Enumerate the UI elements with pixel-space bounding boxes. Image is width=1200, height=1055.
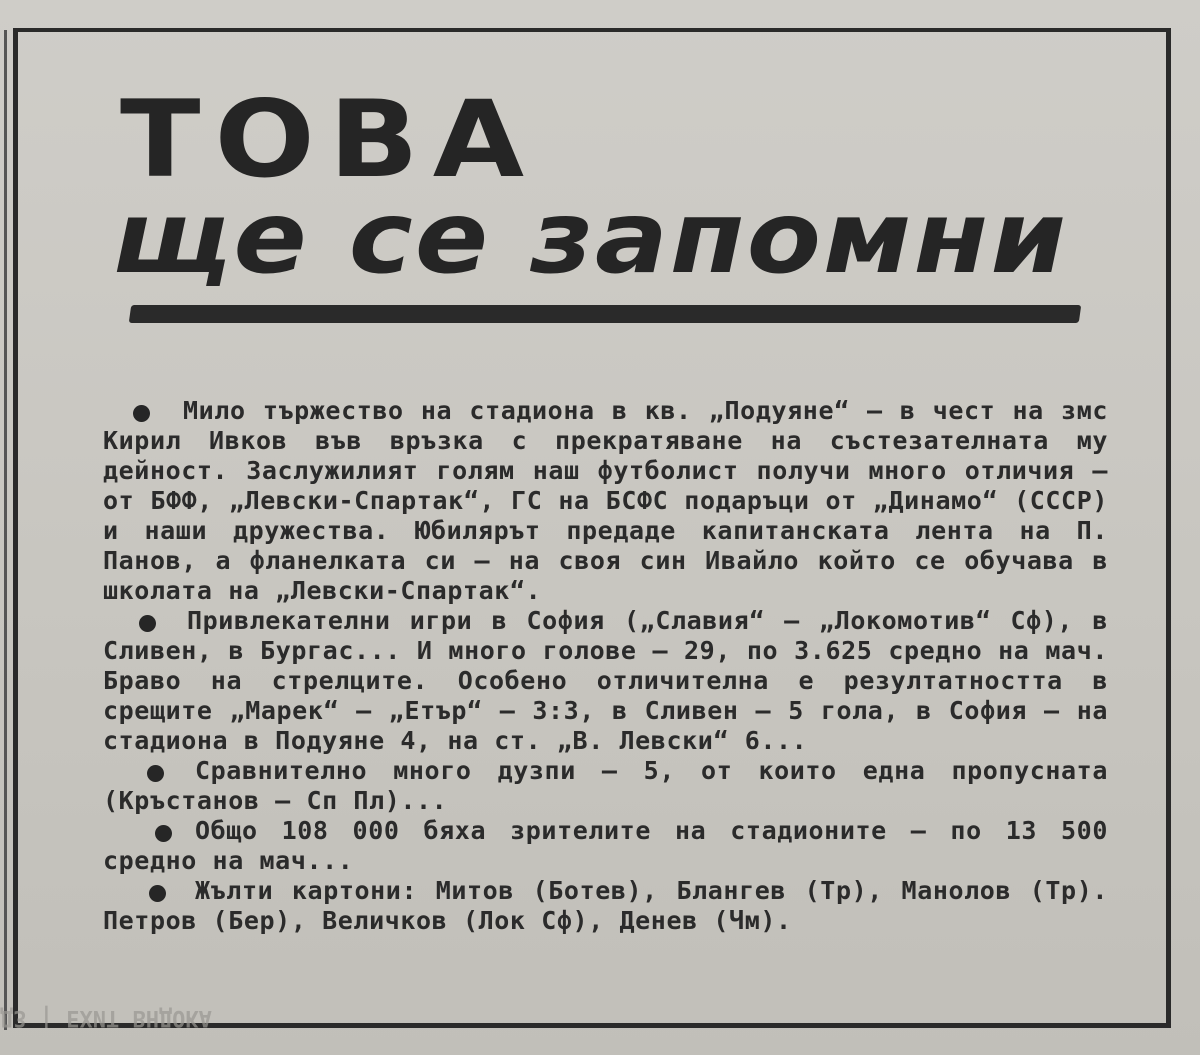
bullet-icon [155, 825, 172, 842]
bullet-icon [139, 615, 156, 632]
bullet-icon [133, 405, 150, 422]
headline-line-2: ще се запомни [112, 179, 1069, 296]
paragraph [103, 756, 1108, 816]
article-body [103, 396, 1108, 936]
paragraph-text: Мило тържество на стадиона в кв. „Подуяне“ — в чест на змс Кирил Ивков във връзка с прекратяване на състезателната му дейност. Заслужилият голям наш футболист получи много отличия — от БФФ, „Левски-Спартак“, ГС на БСФС подаръци от „Динамо“ (СССР) и наши дружества. Юбилярът предаде капитанската лента на П. Панов, а фланелката си — на своя син Ивайло който се обучава в школата на „Левски-Спартак“. [103, 396, 1108, 605]
frame-shadow [4, 30, 7, 1030]
paragraph [103, 396, 1108, 606]
headline-line-1: ТОВА [120, 77, 539, 202]
paragraph [103, 816, 1108, 876]
bullet-icon [149, 885, 166, 902]
paragraph-text: Сравнително много дузпи — 5, от които една пропусната (Кръстанов — Сп Пл)... [103, 756, 1108, 815]
headline-underline [129, 305, 1082, 323]
bullet-icon [147, 765, 164, 782]
paragraph-text: Жълти картони: Митов (Ботев), Блангев (Тр), Манолов (Тр). Петров (Бер), Величков (Лок Сф), Денев (Чм). [103, 876, 1108, 935]
paragraph [103, 876, 1108, 936]
paragraph [103, 606, 1108, 756]
paragraph-text: Общо 108 000 бяха зрителите на стадионите — по 13 500 средно на мач... [103, 816, 1108, 875]
paragraph-text: Привлекателни игри в София („Славия“ — „Локомотив“ Сф), в Сливен, в Бургас... И много голове — 29, по 3.625 средно на мач. Браво на стрелците. Особено отличителна е резултатността в срещите „Марек“ — „Етър“ — 3:3, в Сливен — 5 гола, в София — на стадиона в Подуяне 4, на ст. „В. Левски“ 6... [103, 606, 1108, 755]
bleed-through-text: ДЗ | ЕХИТ ВНДОКА [0, 1005, 212, 1030]
